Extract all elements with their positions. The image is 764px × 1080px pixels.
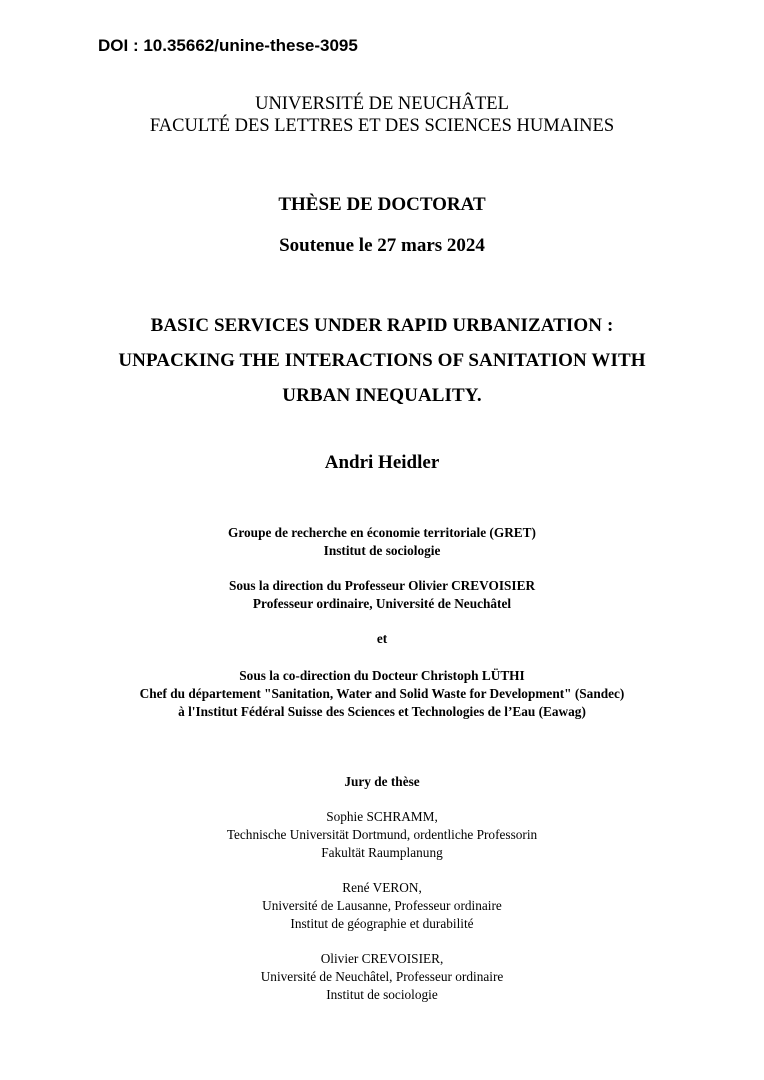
jury-member-name: René VERON, [342, 880, 422, 895]
codirector-role: Chef du département "Sanitation, Water and Solid Waste for Development" (Sandec) [139, 686, 625, 701]
jury-member-affiliation: Université de Neuchâtel, Professeur ordinaire [260, 969, 504, 984]
director-line: Sous la direction du Professeur Olivier CREVOISIER [228, 578, 536, 593]
codirector-block [0, 667, 764, 721]
jury-member-name: Olivier CREVOISIER, [320, 951, 444, 966]
jury-member-affiliation: Technische Universität Dortmund, ordentliche Professorin [226, 827, 538, 842]
thesis-type: THÈSE DE DOCTORAT [278, 194, 486, 215]
thesis-title [0, 308, 764, 413]
jury-member [0, 879, 764, 933]
jury-member-department: Institut de géographie et durabilité [290, 916, 474, 931]
faculty-name: FACULTÉ DES LETTRES ET DES SCIENCES HUMAINES [149, 116, 615, 136]
affiliation-block [0, 524, 764, 560]
jury-member-name: Sophie SCHRAMM, [326, 809, 438, 824]
defense-date: Soutenue le 27 mars 2024 [279, 235, 485, 256]
director-block [0, 577, 764, 613]
jury-member [0, 808, 764, 862]
jury-member-department: Institut de sociologie [326, 987, 438, 1002]
codirector-line: Sous la co-direction du Docteur Christoph LÜTHI [239, 668, 525, 683]
author-name: Andri Heidler [324, 452, 440, 473]
thesis-title-line: UNPACKING THE INTERACTIONS OF SANITATION WITH [118, 350, 646, 371]
research-group: Groupe de recherche en économie territoriale (GRET) [228, 525, 536, 540]
director-role: Professeur ordinaire, Université de Neuchâtel [252, 596, 512, 611]
institution-header [0, 93, 764, 137]
jury-member-department: Fakultät Raumplanung [321, 845, 443, 860]
doi-label: DOI : 10.35662/unine-these-3095 [98, 36, 358, 55]
jury-member-affiliation: Université de Lausanne, Professeur ordinaire [262, 898, 502, 913]
institute: Institut de sociologie [323, 543, 441, 558]
thesis-title-line: BASIC SERVICES UNDER RAPID URBANIZATION : [150, 315, 614, 336]
university-name: UNIVERSITÉ DE NEUCHÂTEL [255, 94, 509, 114]
codirector-institution: à l'Institut Fédéral Suisse des Sciences et Technologies de l’Eau (Eawag) [178, 704, 586, 719]
jury-heading: Jury de thèse [344, 774, 420, 789]
connector-text: et [376, 631, 388, 646]
jury-member [0, 950, 764, 1004]
thesis-title-line: URBAN INEQUALITY. [282, 385, 482, 406]
